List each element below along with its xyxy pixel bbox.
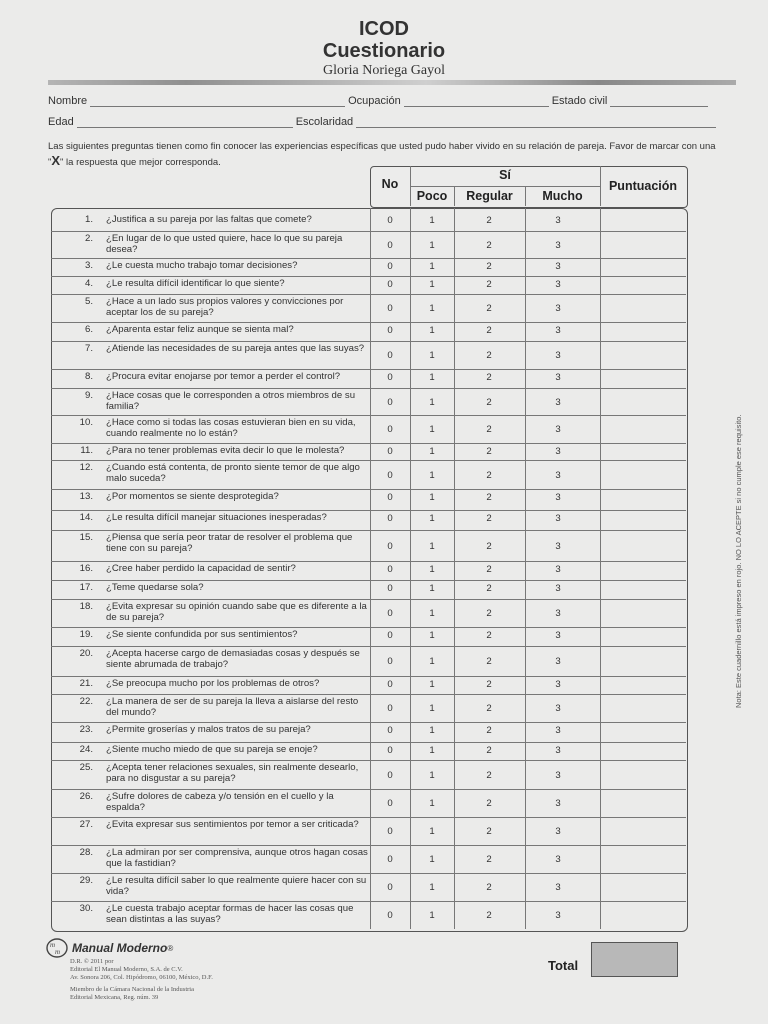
answer-option-1[interactable]: 1	[429, 492, 435, 503]
question-row	[51, 231, 686, 258]
question-text: ¿Por momentos se siente desprotegida?	[106, 491, 279, 502]
score-cell[interactable]	[600, 322, 686, 341]
answer-option-2[interactable]: 2	[486, 910, 492, 921]
question-number: 14.	[79, 512, 93, 523]
question-text: ¿Teme quedarse sola?	[106, 582, 204, 593]
score-cell[interactable]	[600, 561, 686, 580]
answer-option-1[interactable]: 1	[429, 882, 435, 893]
question-text: ¿Se preocupa mucho por los problemas de otros?	[106, 678, 320, 689]
answer-option-3[interactable]: 3	[555, 656, 561, 667]
question-text: ¿Piensa que sería peor tratar de resolver el problema que tiene con su pareja?	[106, 532, 353, 554]
question-row	[51, 722, 686, 742]
question-text: ¿Hace cosas que le corresponden a otros miembros de su familia?	[106, 390, 356, 412]
score-cell[interactable]	[600, 580, 686, 599]
question-number: 23.	[79, 724, 93, 735]
question-text: ¿Para no tener problemas evita decir lo que le molesta?	[106, 445, 345, 456]
question-row	[51, 369, 686, 388]
score-cell[interactable]	[600, 676, 686, 694]
question-row	[51, 530, 686, 561]
answer-option-1[interactable]: 1	[429, 630, 435, 641]
answer-option-2[interactable]: 2	[486, 424, 492, 435]
question-number: 18.	[79, 601, 93, 612]
answer-option-3[interactable]: 3	[555, 492, 561, 503]
answer-option-3[interactable]: 3	[555, 882, 561, 893]
question-row	[51, 276, 686, 294]
answer-option-3[interactable]: 3	[555, 215, 561, 226]
question-text: ¿Hace a un lado sus propios valores y convicciones por aceptar los de su pareja?	[106, 296, 344, 318]
answer-option-1[interactable]: 1	[429, 372, 435, 383]
answer-option-2[interactable]: 2	[486, 240, 492, 251]
answer-option-3[interactable]: 3	[555, 630, 561, 641]
answer-option-0[interactable]: 0	[387, 279, 393, 290]
edad-label: Edad	[48, 116, 74, 128]
question-number: 6.	[84, 324, 93, 335]
question-text: ¿Le cuesta trabajo aceptar formas de hacer las cosas que sean distintas a las suyas?	[106, 903, 354, 925]
answer-option-3[interactable]: 3	[555, 745, 561, 756]
answer-option-0[interactable]: 0	[387, 656, 393, 667]
question-text: ¿Evita expresar sus sentimientos por temor a ser criticada?	[106, 819, 359, 830]
score-cell[interactable]	[600, 460, 686, 489]
answer-option-0[interactable]: 0	[387, 215, 393, 226]
score-cell[interactable]	[600, 646, 686, 676]
question-number: 17.	[79, 582, 93, 593]
header-regular: Regular	[466, 189, 513, 203]
question-number: 15.	[79, 532, 93, 543]
answer-option-2[interactable]: 2	[486, 656, 492, 667]
title-line-2: Cuestionario	[322, 40, 446, 62]
answer-option-2[interactable]: 2	[486, 725, 492, 736]
question-row	[51, 341, 686, 369]
score-cell[interactable]	[600, 276, 686, 294]
question-number: 22.	[79, 696, 93, 707]
title-line-1: ICOD	[359, 18, 409, 40]
score-cell[interactable]	[600, 845, 686, 873]
credit-line: D.R. © 2011 por	[70, 958, 114, 965]
question-row	[51, 294, 686, 322]
answer-option-0[interactable]: 0	[387, 350, 393, 361]
answer-option-3[interactable]: 3	[555, 725, 561, 736]
question-text: ¿Acepta hacerse cargo de demasiadas cosas y después se siente abrumada de trabajo?	[106, 648, 360, 670]
escolaridad-field[interactable]	[356, 115, 716, 128]
answer-option-1[interactable]: 1	[429, 583, 435, 594]
answer-option-0[interactable]: 0	[387, 826, 393, 837]
header-mucho: Mucho	[542, 189, 583, 203]
answer-option-3[interactable]: 3	[555, 770, 561, 781]
header-divider	[410, 186, 600, 187]
instructions-part-1: Las siguientes preguntas tienen como fin conocer las experiencias específicas que usted pudo haber vivido en su relación de pareja. Favor de marcar con una "	[48, 141, 716, 168]
answer-option-1[interactable]: 1	[429, 446, 435, 457]
score-cell[interactable]	[600, 489, 686, 510]
ocupacion-label: Ocupación	[348, 95, 401, 107]
score-cell[interactable]	[600, 212, 686, 231]
answer-option-0[interactable]: 0	[387, 541, 393, 552]
answer-option-2[interactable]: 2	[486, 492, 492, 503]
header-si: Sí	[499, 168, 511, 182]
answer-option-0[interactable]: 0	[387, 630, 393, 641]
answer-option-3[interactable]: 3	[555, 240, 561, 251]
question-number: 13.	[79, 491, 93, 502]
estado-civil-label: Estado civil	[551, 95, 608, 107]
score-cell[interactable]	[600, 901, 686, 929]
answer-option-3[interactable]: 3	[555, 424, 561, 435]
score-cell[interactable]	[600, 341, 686, 369]
question-number: 16.	[79, 563, 93, 574]
question-row	[51, 760, 686, 789]
score-cell[interactable]	[600, 694, 686, 722]
answer-option-1[interactable]: 1	[429, 279, 435, 290]
manual-moderno-logo-icon	[46, 938, 68, 958]
svg-text:m: m	[55, 948, 61, 956]
answer-option-1[interactable]: 1	[429, 770, 435, 781]
score-cell[interactable]	[600, 760, 686, 789]
answer-option-2[interactable]: 2	[486, 630, 492, 641]
side-note-text: Nota: Este cuadernillo está impreso en rojo. NO LO ACEPTE si no cumple ese requisito.	[734, 414, 743, 708]
answer-option-0[interactable]: 0	[387, 240, 393, 251]
answer-option-1[interactable]: 1	[429, 656, 435, 667]
personal-fields-row-1	[48, 94, 711, 107]
answer-option-0[interactable]: 0	[387, 424, 393, 435]
answer-option-3[interactable]: 3	[555, 703, 561, 714]
answer-option-2[interactable]: 2	[486, 470, 492, 481]
nombre-field[interactable]	[90, 94, 345, 107]
question-text: ¿Permite groserías y malos tratos de su pareja?	[106, 724, 311, 735]
answer-option-1[interactable]: 1	[429, 703, 435, 714]
question-text: ¿Se siente confundida por sus sentimientos?	[106, 629, 298, 640]
answer-option-2[interactable]: 2	[486, 745, 492, 756]
question-number: 12.	[79, 462, 93, 473]
score-cell[interactable]	[600, 231, 686, 258]
question-number: 8.	[84, 371, 93, 382]
question-row	[51, 676, 686, 694]
answer-option-3[interactable]: 3	[555, 261, 561, 272]
answer-option-0[interactable]: 0	[387, 583, 393, 594]
answer-option-2[interactable]: 2	[486, 854, 492, 865]
answer-option-0[interactable]: 0	[387, 446, 393, 457]
answer-option-2[interactable]: 2	[486, 446, 492, 457]
answer-option-3[interactable]: 3	[555, 303, 561, 314]
answer-option-1[interactable]: 1	[429, 350, 435, 361]
answer-option-2[interactable]: 2	[486, 397, 492, 408]
author-name: Gloria Noriega Gayol	[322, 63, 446, 78]
total-label: Total	[548, 958, 579, 973]
answer-option-1[interactable]: 1	[429, 513, 435, 524]
question-number: 1.	[84, 214, 93, 225]
publisher-logo	[46, 938, 173, 958]
question-number: 29.	[79, 875, 93, 886]
answer-option-1[interactable]: 1	[429, 745, 435, 756]
answer-option-0[interactable]: 0	[387, 745, 393, 756]
answer-option-1[interactable]: 1	[429, 910, 435, 921]
question-text: ¿Sufre dolores de cabeza y/o tensión en el cuello y la espalda?	[106, 791, 334, 813]
score-cell[interactable]	[600, 742, 686, 760]
publisher-credits	[70, 958, 213, 1002]
credit-line: Av. Sonora 206, Col. Hipódromo, 06100, México, D.F.	[70, 974, 213, 981]
escolaridad-label: Escolaridad	[295, 116, 354, 128]
answer-option-1[interactable]: 1	[429, 303, 435, 314]
question-number: 10.	[79, 417, 93, 428]
answer-option-1[interactable]: 1	[429, 470, 435, 481]
answer-option-0[interactable]: 0	[387, 679, 393, 690]
answer-option-2[interactable]: 2	[486, 679, 492, 690]
answer-option-2[interactable]: 2	[486, 770, 492, 781]
answer-option-0[interactable]: 0	[387, 564, 393, 575]
answer-option-0[interactable]: 0	[387, 910, 393, 921]
question-text: ¿Acepta tener relaciones sexuales, sin realmente desearlo, para no disgustar a su pareja?	[106, 762, 359, 784]
credit-line: Editorial Mexicana, Reg. núm. 39	[70, 994, 159, 1001]
question-text: ¿Procura evitar enojarse por temor a perder el control?	[106, 371, 341, 382]
question-number: 26.	[79, 791, 93, 802]
question-row	[51, 694, 686, 722]
answer-option-2[interactable]: 2	[486, 826, 492, 837]
score-cell[interactable]	[600, 510, 686, 530]
header-puntuacion: Puntuación	[608, 179, 678, 193]
question-text: ¿Siente mucho miedo de que su pareja se enoje?	[106, 744, 318, 755]
score-cell[interactable]	[600, 258, 686, 276]
answer-option-0[interactable]: 0	[387, 261, 393, 272]
question-number: 5.	[84, 296, 93, 307]
answer-option-1[interactable]: 1	[429, 397, 435, 408]
question-row	[51, 415, 686, 443]
answer-option-1[interactable]: 1	[429, 424, 435, 435]
score-cell[interactable]	[600, 388, 686, 415]
score-cell[interactable]	[600, 294, 686, 322]
question-text: ¿Aparenta estar feliz aunque se sienta mal?	[106, 324, 294, 335]
answer-option-3[interactable]: 3	[555, 513, 561, 524]
answer-option-3[interactable]: 3	[555, 564, 561, 575]
answer-option-0[interactable]: 0	[387, 608, 393, 619]
answer-option-1[interactable]: 1	[429, 564, 435, 575]
answer-option-1[interactable]: 1	[429, 325, 435, 336]
question-number: 19.	[79, 629, 93, 640]
question-text: ¿Le resulta difícil identificar lo que siente?	[106, 278, 285, 289]
header-poco: Poco	[416, 189, 448, 203]
question-number: 2.	[84, 233, 93, 244]
answer-option-1[interactable]: 1	[429, 541, 435, 552]
question-text: ¿La manera de ser de su pareja la lleva a aislarse del resto del mundo?	[106, 696, 359, 718]
instructions-part-2: " la respuesta que mejor corresponda.	[60, 157, 221, 168]
question-number: 28.	[79, 847, 93, 858]
answer-option-0[interactable]: 0	[387, 703, 393, 714]
answer-option-3[interactable]: 3	[555, 470, 561, 481]
question-row	[51, 460, 686, 489]
answer-option-0[interactable]: 0	[387, 470, 393, 481]
answer-option-3[interactable]: 3	[555, 608, 561, 619]
answer-option-0[interactable]: 0	[387, 492, 393, 503]
answer-option-0[interactable]: 0	[387, 725, 393, 736]
question-row	[51, 646, 686, 676]
answer-option-2[interactable]: 2	[486, 303, 492, 314]
question-row	[51, 580, 686, 599]
answer-option-3[interactable]: 3	[555, 798, 561, 809]
header-no: No	[381, 177, 399, 191]
answer-option-0[interactable]: 0	[387, 854, 393, 865]
question-number: 27.	[79, 819, 93, 830]
question-row	[51, 627, 686, 646]
answer-option-1[interactable]: 1	[429, 826, 435, 837]
score-cell[interactable]	[600, 789, 686, 817]
answer-option-2[interactable]: 2	[486, 372, 492, 383]
answer-option-1[interactable]: 1	[429, 215, 435, 226]
score-cell[interactable]	[600, 627, 686, 646]
answer-option-0[interactable]: 0	[387, 397, 393, 408]
question-row	[51, 873, 686, 901]
answer-option-0[interactable]: 0	[387, 325, 393, 336]
question-row	[51, 817, 686, 845]
answer-option-2[interactable]: 2	[486, 350, 492, 361]
question-number: 30.	[79, 903, 93, 914]
answer-option-1[interactable]: 1	[429, 608, 435, 619]
question-row	[51, 443, 686, 460]
answer-option-1[interactable]: 1	[429, 679, 435, 690]
score-cell[interactable]	[600, 443, 686, 460]
question-number: 9.	[84, 390, 93, 401]
question-row	[51, 489, 686, 510]
score-cell[interactable]	[600, 530, 686, 561]
answer-option-3[interactable]: 3	[555, 350, 561, 361]
question-text: ¿Cuando está contenta, de pronto siente temor de que algo malo suceda?	[106, 462, 360, 484]
answer-option-3[interactable]: 3	[555, 679, 561, 690]
question-text: ¿Le cuesta mucho trabajo tomar decisiones?	[106, 260, 298, 271]
answer-option-0[interactable]: 0	[387, 513, 393, 524]
answer-option-2[interactable]: 2	[486, 583, 492, 594]
answer-option-1[interactable]: 1	[429, 798, 435, 809]
answer-option-2[interactable]: 2	[486, 798, 492, 809]
question-text: ¿Evita expresar su opinión cuando sabe que es diferente a la de su pareja?	[106, 601, 367, 623]
svg-text:m: m	[50, 941, 56, 949]
document-title	[0, 18, 768, 80]
score-cell[interactable]	[600, 817, 686, 845]
question-row	[51, 845, 686, 873]
question-number: 7.	[84, 343, 93, 354]
answer-option-3[interactable]: 3	[555, 325, 561, 336]
answer-option-0[interactable]: 0	[387, 798, 393, 809]
answer-option-0[interactable]: 0	[387, 303, 393, 314]
answer-option-2[interactable]: 2	[486, 703, 492, 714]
answer-option-0[interactable]: 0	[387, 770, 393, 781]
question-number: 4.	[84, 278, 93, 289]
question-row	[51, 561, 686, 580]
answer-option-1[interactable]: 1	[429, 854, 435, 865]
personal-fields-row-2	[48, 115, 719, 128]
score-cell[interactable]	[600, 873, 686, 901]
edad-field[interactable]	[77, 115, 293, 128]
nombre-label: Nombre	[48, 95, 88, 107]
answer-option-2[interactable]: 2	[486, 279, 492, 290]
question-row	[51, 510, 686, 530]
estado-civil-field[interactable]	[610, 94, 708, 107]
answer-option-2[interactable]: 2	[486, 215, 492, 226]
answer-option-3[interactable]: 3	[555, 541, 561, 552]
answer-option-0[interactable]: 0	[387, 372, 393, 383]
score-cell[interactable]	[600, 369, 686, 388]
question-text: ¿Le resulta difícil manejar situaciones inesperadas?	[106, 512, 327, 523]
x-mark: X	[51, 153, 61, 168]
score-cell[interactable]	[600, 599, 686, 627]
answer-option-2[interactable]: 2	[486, 261, 492, 272]
question-text: ¿Justifica a su pareja por las faltas que comete?	[106, 214, 312, 225]
answer-option-3[interactable]: 3	[555, 372, 561, 383]
answer-option-3[interactable]: 3	[555, 397, 561, 408]
answer-option-1[interactable]: 1	[429, 261, 435, 272]
answer-option-2[interactable]: 2	[486, 325, 492, 336]
answer-option-2[interactable]: 2	[486, 513, 492, 524]
answer-option-3[interactable]: 3	[555, 583, 561, 594]
answer-option-3[interactable]: 3	[555, 279, 561, 290]
question-row	[51, 212, 686, 231]
answer-option-3[interactable]: 3	[555, 854, 561, 865]
answer-option-3[interactable]: 3	[555, 826, 561, 837]
registered-mark: ®	[167, 943, 174, 953]
question-number: 20.	[79, 648, 93, 659]
ocupacion-field[interactable]	[404, 94, 549, 107]
answer-option-3[interactable]: 3	[555, 910, 561, 921]
question-row	[51, 388, 686, 415]
score-cell[interactable]	[600, 415, 686, 443]
question-text: ¿Le resulta difícil saber lo que realmente quiere hacer con su vida?	[106, 875, 367, 897]
answer-option-2[interactable]: 2	[486, 541, 492, 552]
answer-option-2[interactable]: 2	[486, 608, 492, 619]
question-number: 11.	[80, 445, 93, 456]
publisher-name: Manual Moderno	[72, 941, 168, 955]
question-row	[51, 789, 686, 817]
answer-option-1[interactable]: 1	[429, 725, 435, 736]
question-row	[51, 258, 686, 276]
answer-option-2[interactable]: 2	[486, 882, 492, 893]
side-note	[724, 378, 743, 708]
total-field[interactable]	[591, 942, 678, 977]
question-number: 3.	[84, 260, 93, 271]
question-text: ¿Hace como si todas las cosas estuvieran bien en su vida, cuando realmente no lo están?	[106, 417, 356, 439]
question-row	[51, 599, 686, 627]
question-row	[51, 742, 686, 760]
answer-option-2[interactable]: 2	[486, 564, 492, 575]
answer-option-3[interactable]: 3	[555, 446, 561, 457]
question-text: ¿Atiende las necesidades de su pareja antes que las suyas?	[106, 343, 365, 354]
credit-line: Editorial El Manual Moderno, S.A. de C.V.	[70, 966, 183, 973]
question-text: ¿En lugar de lo que usted quiere, hace lo que su pareja desea?	[106, 233, 343, 255]
credit-line: Miembro de la Cámara Nacional de la Industria	[70, 986, 194, 993]
question-row	[51, 901, 686, 929]
answer-option-0[interactable]: 0	[387, 882, 393, 893]
question-text: ¿La admiran por ser comprensiva, aunque otros hagan cosas que la fastidian?	[106, 847, 368, 869]
question-number: 24.	[79, 744, 93, 755]
answer-option-1[interactable]: 1	[429, 240, 435, 251]
question-row	[51, 322, 686, 341]
question-text: ¿Cree haber perdido la capacidad de sentir?	[106, 563, 296, 574]
header-rule	[48, 80, 736, 85]
question-number: 25.	[79, 762, 93, 773]
question-number: 21.	[79, 678, 93, 689]
score-cell[interactable]	[600, 722, 686, 742]
